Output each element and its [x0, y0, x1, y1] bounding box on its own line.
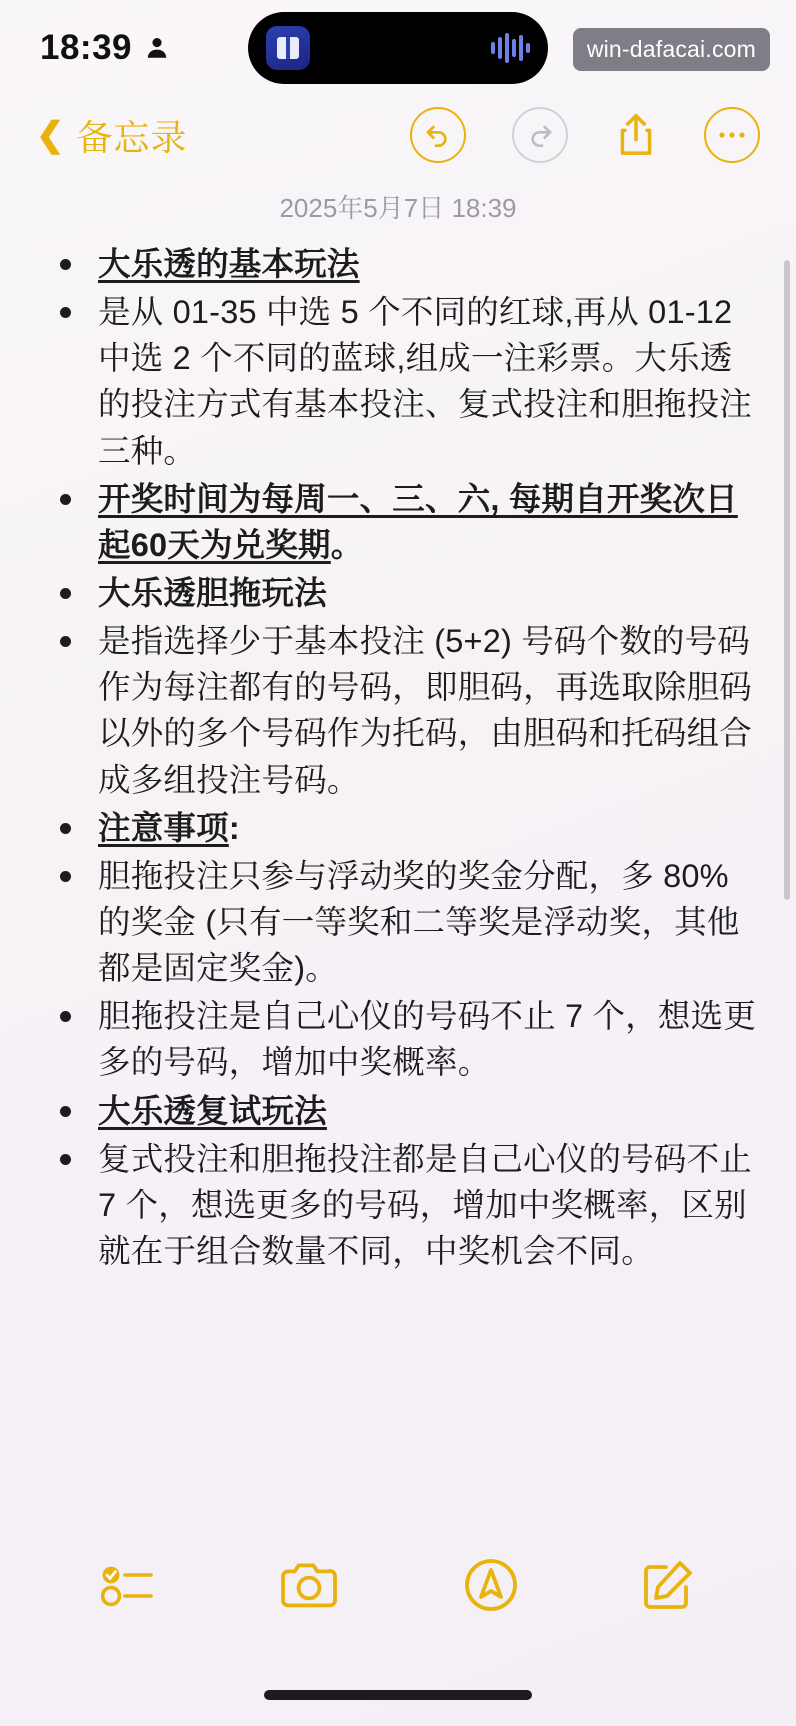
- dynamic-island[interactable]: [248, 12, 548, 84]
- status-time: 18:39: [40, 28, 133, 67]
- list-item: 复式投注和胆拖投注都是自己心仪的号码不止 7 个，想选更多的号码，增加中奖概率，区别就在于组合数量不同，中奖机会不同。: [46, 1136, 758, 1274]
- redo-icon: [512, 107, 568, 163]
- list-item: 大乐透胆拖玩法: [46, 570, 758, 616]
- list-item: 开奖时间为每周一、三、六, 每期自开奖次日起60天为兑奖期。: [46, 476, 758, 568]
- audio-waveform-icon: [491, 33, 530, 63]
- list-item: 注意事项:: [46, 805, 758, 851]
- checklist-icon[interactable]: [101, 1562, 157, 1608]
- nav-actions: [410, 107, 760, 163]
- list-item: 大乐透复试玩法: [46, 1088, 758, 1134]
- compose-icon[interactable]: [641, 1558, 695, 1612]
- back-button-label: 备忘录: [76, 116, 188, 158]
- list-item: 胆拖投注是自己心仪的号码不止 7 个，想选更多的号码，增加中奖概率。: [46, 993, 758, 1085]
- list-item: 大乐透的基本玩法: [46, 241, 758, 287]
- back-button[interactable]: [36, 110, 188, 161]
- markup-pen-icon[interactable]: [463, 1557, 519, 1613]
- list-item: 是指选择少于基本投注 (5+2) 号码个数的号码作为每注都有的号码，即胆码，再选取除胆码以外的多个号码作为托码，由胆码和托码组合成多组投注号码。: [46, 618, 758, 803]
- undo-icon[interactable]: [410, 107, 466, 163]
- chevron-left-icon: ❮: [36, 116, 65, 154]
- list-item: 是从 01-35 中选 5 个不同的红球,再从 01-12 中选 2 个不同的蓝球,组成一注彩票。大乐透的投注方式有基本投注、复式投注和胆拖投注三种。: [46, 289, 758, 474]
- more-icon[interactable]: [704, 107, 760, 163]
- bottom-toolbar: [0, 1530, 796, 1640]
- note-body[interactable]: [0, 241, 796, 1274]
- home-indicator[interactable]: [264, 1690, 532, 1700]
- list-item: 胆拖投注只参与浮动奖的奖金分配，多 80% 的奖金 (只有一等奖和二等奖是浮动奖，其他都是固定奖金)。: [46, 853, 758, 991]
- note-bullet-list: [46, 241, 758, 1274]
- island-app-icon: [266, 26, 310, 70]
- person-icon: [144, 34, 170, 62]
- share-icon[interactable]: [614, 110, 658, 160]
- scrollbar[interactable]: [784, 260, 790, 900]
- status-bar: [0, 0, 796, 96]
- watermark: win-dafacai.com: [573, 28, 770, 71]
- note-timestamp: 2025年5月7日 18:39: [279, 193, 517, 223]
- navigation-bar: [0, 96, 796, 174]
- camera-icon[interactable]: [279, 1560, 341, 1610]
